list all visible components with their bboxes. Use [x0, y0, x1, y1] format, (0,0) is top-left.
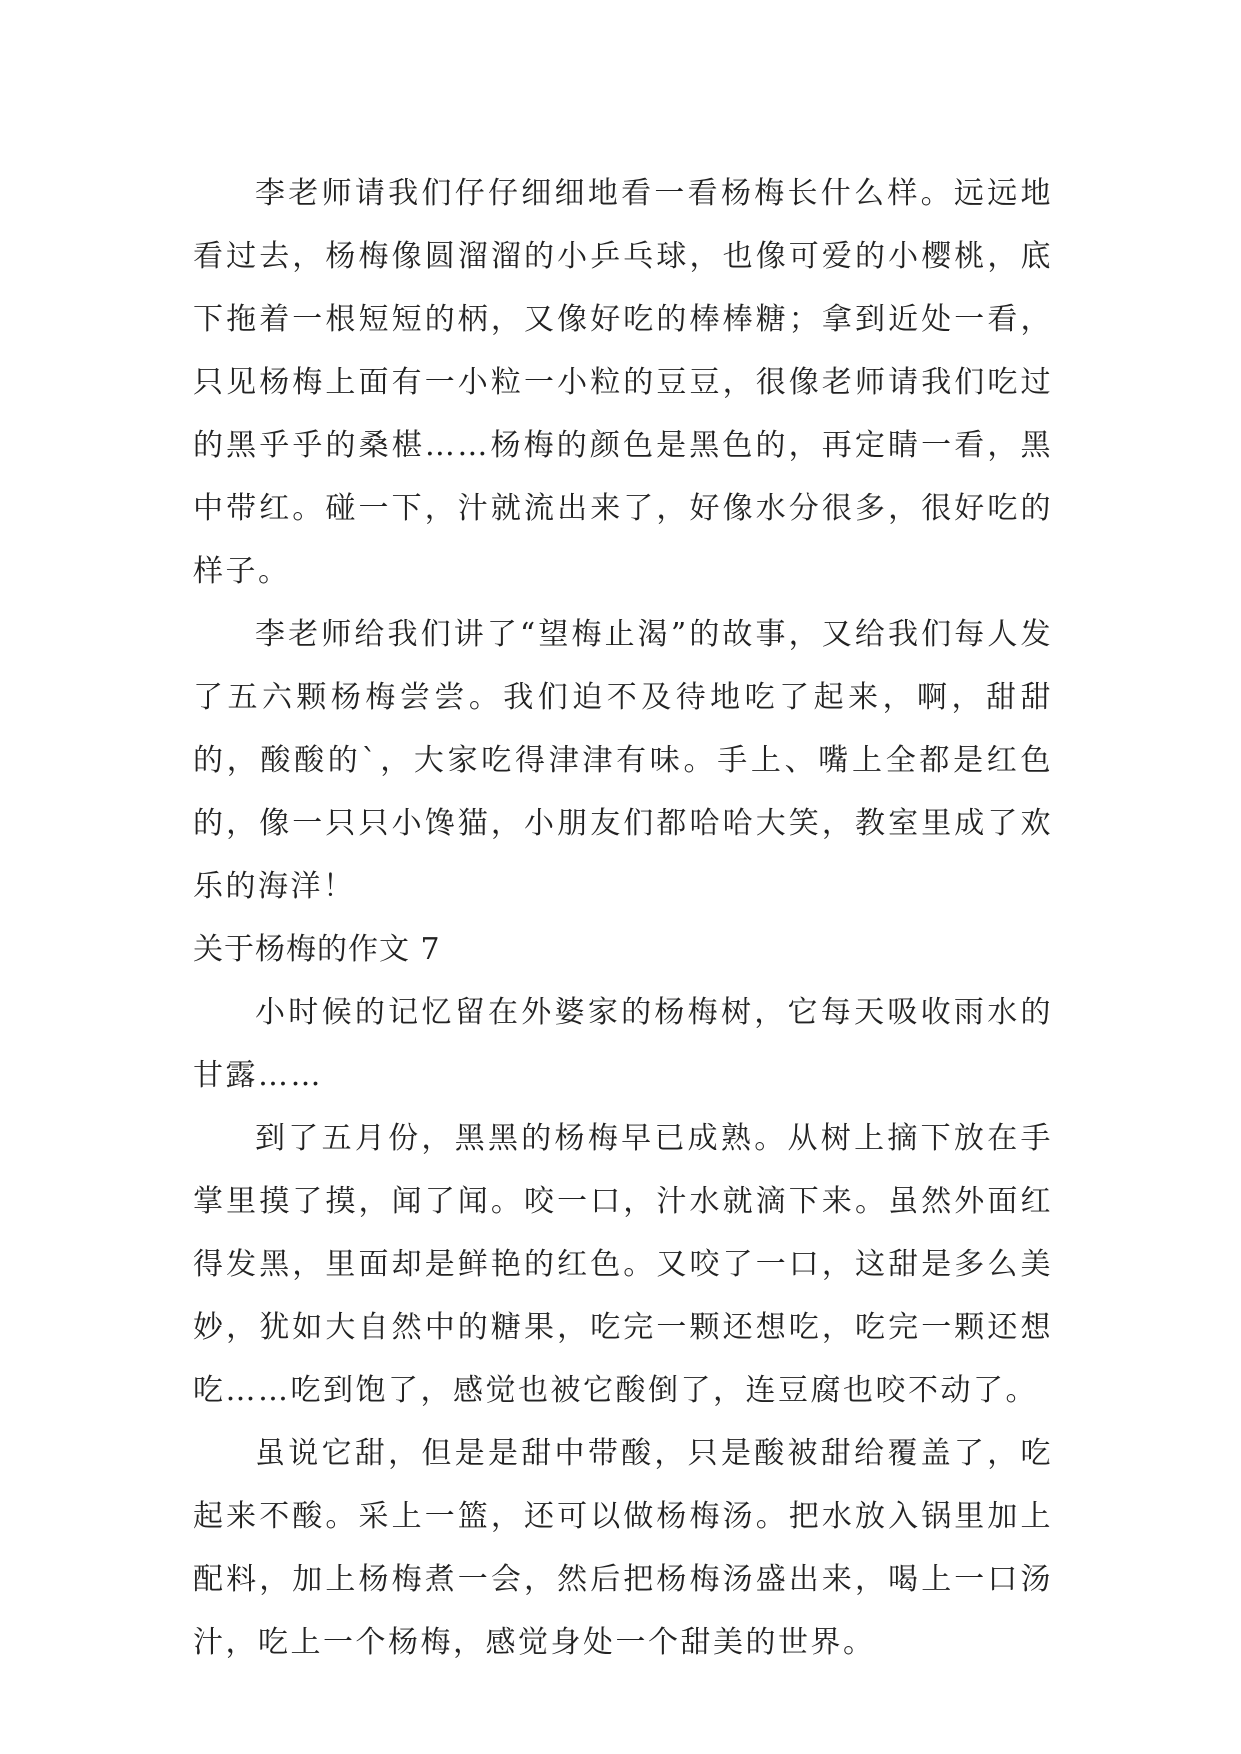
paragraph-eat-bayberry: 李老师给我们讲了“望梅止渴”的故事，又给我们每人发了五六颗杨梅尝尝。我们迫不及待地吃了起来，啊，甜甜的，酸酸的`，大家吃得津津有味。手上、嘴上全都是红色的，像一只只小馋猫，小朋友们都哈哈大笑，教室里成了欢乐的海洋！ [193, 617, 1053, 904]
paragraph-bayberry-soup: 虽说它甜，但是是甜中带酸，只是酸被甜给覆盖了，吃起来不酸。采上一篮，还可以做杨梅汤。把水放入锅里加上配料，加上杨梅煮一会，然后把杨梅汤盛出来，喝上一口汤汁，吃上一个杨梅，感觉身处一个甜美的世界。 [193, 1436, 1053, 1660]
paragraph-observe-bayberry: 李老师请我们仔仔细细地看一看杨梅长什么样。远远地看过去，杨梅像圆溜溜的小乒乓球，也像可爱的小樱桃，底下拖着一根短短的柄，又像好吃的棒棒糖；拿到近处一看，只见杨梅上面有一小粒一小粒的豆豆，很像老师请我们吃过的黑乎乎的桑椹……杨梅的颜色是黑色的，再定睛一看，黑中带红。碰一下，汁就流出来了，好像水分很多，很好吃的样子。 [193, 176, 1053, 589]
paragraph-childhood-memory: 小时候的记忆留在外婆家的杨梅树，它每天吸收雨水的甘露…… [193, 995, 1053, 1093]
section-title: 关于杨梅的作文 7 [193, 932, 441, 967]
paragraph-may-ripe: 到了五月份，黑黑的杨梅早已成熟。从树上摘下放在手掌里摸了摸，闻了闻。咬一口，汁水就滴下来。虽然外面红得发黑，里面却是鲜艳的红色。又咬了一口，这甜是多么美妙，犹如大自然中的糖果，吃完一颗还想吃，吃完一颗还想吃……吃到饱了，感觉也被它酸倒了，连豆腐也咬不动了。 [193, 1121, 1053, 1408]
document-body [193, 162, 1053, 1674]
